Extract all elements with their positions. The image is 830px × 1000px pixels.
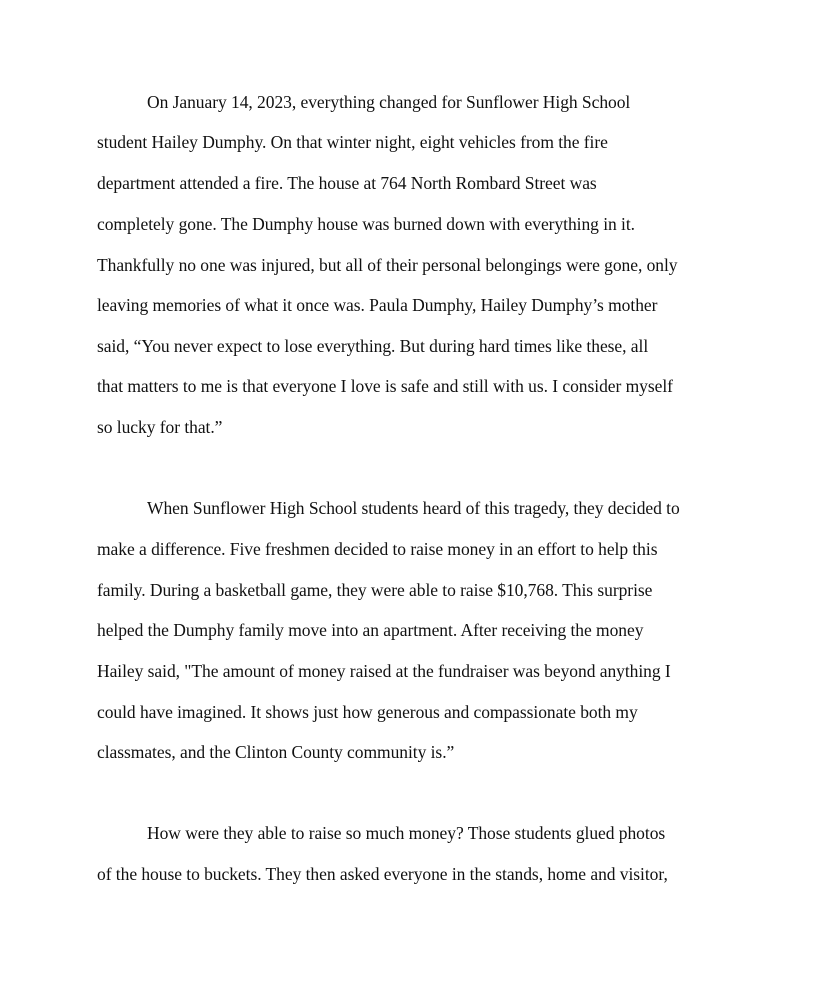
text-line: helped the Dumphy family move into an apartment. After receiving the money [97,620,644,640]
text-line: department attended a fire. The house at 764 North Rombard Street was [97,173,597,193]
text-line: Thankfully no one was injured, but all of their personal belongings were gone, only [97,255,678,275]
text-line: leaving memories of what it once was. Paula Dumphy, Hailey Dumphy’s mother [97,295,658,315]
text-line: of the house to buckets. They then asked everyone in the stands, home and visitor, [97,864,668,884]
text-line: could have imagined. It shows just how generous and compassionate both my [97,702,638,722]
text-line: When Sunflower High School students heard of this tragedy, they decided to [147,498,680,518]
text-line: family. During a basketball game, they were able to raise $10,768. This surprise [97,580,653,600]
text-line: Hailey said, "The amount of money raised at the fundraiser was beyond anything I [97,661,671,681]
text-line: On January 14, 2023, everything changed for Sunflower High School [147,92,631,112]
text-line: How were they able to raise so much money? Those students glued photos [147,823,666,843]
text-line: so lucky for that.” [97,417,223,437]
text-line: classmates, and the Clinton County community is.” [97,742,455,762]
text-line: make a difference. Five freshmen decided to raise money in an effort to help this [97,539,658,559]
text-line: student Hailey Dumphy. On that winter night, eight vehicles from the fire [97,132,608,152]
text-line: said, “You never expect to lose everything. But during hard times like these, all [97,336,649,356]
text-line: completely gone. The Dumphy house was burned down with everything in it. [97,214,635,234]
text-line: that matters to me is that everyone I love is safe and still with us. I consider myself [97,376,673,396]
